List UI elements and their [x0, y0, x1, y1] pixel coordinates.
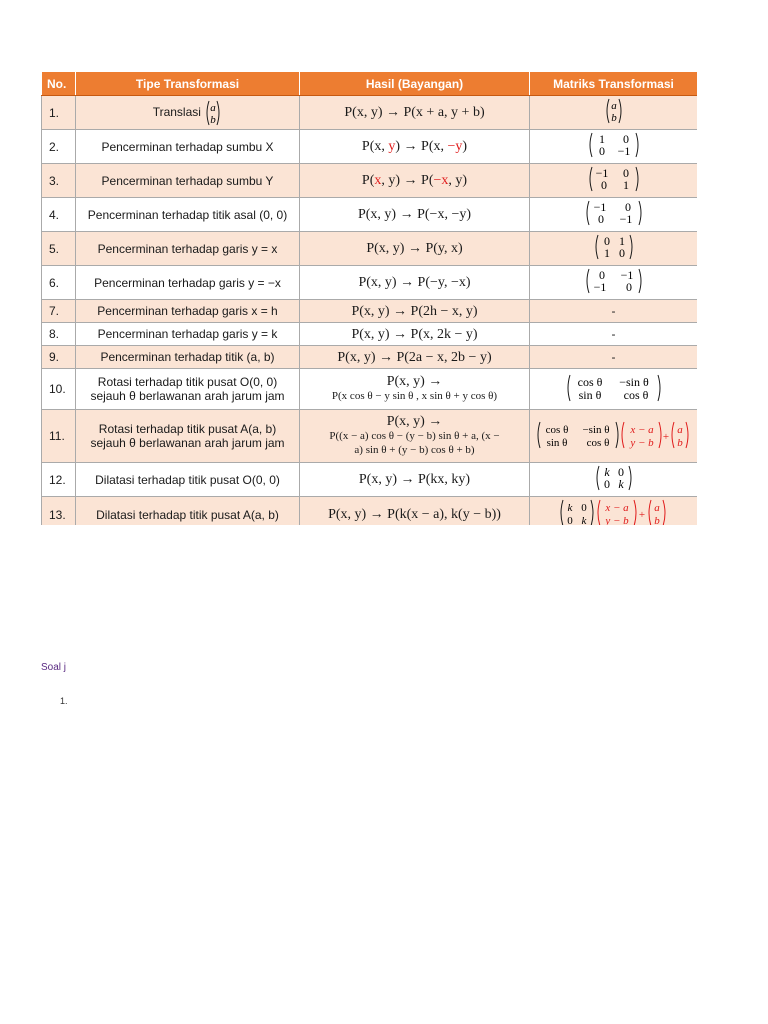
row-result: P(x, y) → P(x + a, y + b)	[300, 96, 530, 130]
row-result: P(x, y) → P(−y, −x)	[300, 266, 530, 300]
translation-vector	[204, 99, 222, 127]
svg-text:k: k	[617, 477, 624, 491]
row-type: Pencerminan terhadap sumbu Y	[76, 164, 300, 198]
matrix-reflect-y-eq-x	[592, 233, 636, 261]
row-type-label: Translasi	[152, 104, 201, 119]
svg-text:−sin θ: −sin θ	[618, 374, 649, 389]
table-row	[42, 266, 698, 300]
row-number: 3.	[42, 164, 76, 198]
svg-text:−1: −1	[593, 200, 606, 214]
matrix-reflect-y	[586, 165, 642, 193]
svg-text:0: 0	[598, 144, 605, 158]
row-type: Pencerminan terhadap sumbu X	[76, 130, 300, 164]
table-row	[42, 198, 698, 232]
svg-text:cos θ: cos θ	[577, 374, 602, 389]
row-result: P(x, y) → P(y, x)	[300, 232, 530, 266]
row-matrix	[530, 463, 698, 497]
table-row	[42, 300, 698, 323]
svg-text:1: 1	[622, 178, 629, 192]
svg-text:0: 0	[603, 234, 610, 248]
row-type	[76, 96, 300, 130]
matrix-reflect-x	[586, 131, 642, 159]
row-result: P(x, y) → P(x cos θ − y sin θ , x sin θ + y cos θ)	[300, 369, 530, 410]
row-matrix: -	[530, 300, 698, 323]
matrix-rotation-origin	[564, 373, 664, 403]
matrix-reflect-y-eq-neg-x	[583, 267, 645, 295]
svg-text:1: 1	[603, 246, 610, 260]
row-matrix	[530, 232, 698, 266]
row-type: Pencerminan terhadap titik (a, b)	[76, 346, 300, 369]
table-row	[42, 96, 698, 130]
table-row	[42, 369, 698, 410]
table-row	[42, 130, 698, 164]
row-number: 9.	[42, 346, 76, 369]
svg-text:−sin θ: −sin θ	[581, 423, 610, 436]
row-result: P(x, y) → P(kx, ky)	[300, 463, 530, 497]
row-matrix	[530, 198, 698, 232]
row-matrix	[530, 164, 698, 198]
svg-text:sin θ: sin θ	[578, 387, 601, 402]
svg-text:1: 1	[598, 132, 605, 146]
matrix-a-b	[603, 97, 625, 125]
svg-text:+: +	[638, 509, 645, 521]
svg-text:y − b: y − b	[629, 436, 654, 449]
svg-text:b: b	[210, 113, 217, 126]
row-number: 13.	[42, 497, 76, 526]
row-result: P(x, y) → P(k(x − a), k(y − b))	[300, 497, 530, 526]
svg-text:0: 0	[597, 212, 604, 226]
row-number: 8.	[42, 323, 76, 346]
svg-text:−1: −1	[595, 166, 608, 180]
svg-text:0: 0	[618, 246, 625, 260]
row-matrix	[530, 497, 698, 526]
row-number: 7.	[42, 300, 76, 323]
svg-text:a: a	[210, 101, 217, 114]
table-row	[42, 323, 698, 346]
svg-text:−1: −1	[593, 280, 606, 294]
row-result: P(x, y) → P(−x, y)	[300, 164, 530, 198]
svg-text:b: b	[653, 515, 660, 525]
transformation-table	[41, 71, 697, 525]
row-matrix	[530, 130, 698, 164]
row-type: Pencerminan terhadap titik asal (0, 0)	[76, 198, 300, 232]
matrix-reflect-origin	[583, 199, 645, 227]
row-matrix	[530, 266, 698, 300]
row-result: P(x, y) → P(x, 2k − y)	[300, 323, 530, 346]
svg-text:a: a	[676, 423, 683, 436]
svg-text:b: b	[676, 436, 683, 449]
row-number: 6.	[42, 266, 76, 300]
row-number: 1.	[42, 96, 76, 130]
row-number: 2.	[42, 130, 76, 164]
svg-text:0: 0	[580, 502, 587, 514]
row-type: Rotasi terhadap titik pusat O(0, 0) sejauh θ berlawanan arah jarum jam	[76, 369, 300, 410]
matrix-dilation-origin	[593, 464, 635, 492]
row-matrix	[530, 96, 698, 130]
row-result: P(x, y) → P(−x, −y)	[300, 198, 530, 232]
svg-text:cos θ: cos θ	[586, 436, 609, 449]
row-number: 10.	[42, 369, 76, 410]
svg-text:cos θ: cos θ	[623, 387, 648, 402]
svg-text:0: 0	[598, 268, 605, 282]
svg-text:sin θ: sin θ	[546, 436, 567, 449]
svg-text:b: b	[610, 112, 617, 124]
row-type: Rotasi terhadap titik pusat A(a, b) sejauh θ berlawanan arah jarum jam	[76, 410, 300, 463]
svg-text:cos θ: cos θ	[545, 423, 568, 436]
row-number: 11.	[42, 410, 76, 463]
svg-text:0: 0	[600, 178, 607, 192]
table-row	[42, 497, 698, 526]
matrix-dilation-point	[558, 498, 670, 525]
row-result: P(x, y) → P(2h − x, y)	[300, 300, 530, 323]
row-type: Pencerminan terhadap garis y = x	[76, 232, 300, 266]
svg-text:+: +	[662, 430, 669, 443]
soal-heading: Soal j	[41, 662, 67, 673]
row-type: Pencerminan terhadap garis y = −x	[76, 266, 300, 300]
list-item-number: 1.	[60, 696, 68, 706]
row-result: P(x, y) → P(2a − x, 2b − y)	[300, 346, 530, 369]
svg-text:0: 0	[624, 200, 631, 214]
transformation-table-container	[41, 71, 697, 525]
svg-text:k: k	[567, 502, 572, 514]
svg-text:0: 0	[603, 477, 610, 491]
row-number: 12.	[42, 463, 76, 497]
row-result: P(x, y) → P(x, −y)	[300, 130, 530, 164]
svg-text:0: 0	[617, 465, 624, 479]
svg-text:k: k	[581, 515, 586, 525]
row-result: P(x, y) → P((x − a) cos θ − (y − b) sin θ + a, (x − a) sin θ + (y − b) cos θ + b)	[300, 410, 530, 463]
row-type: Dilatasi terhadap titik pusat O(0, 0)	[76, 463, 300, 497]
svg-text:x − a: x − a	[604, 502, 629, 514]
row-number: 4.	[42, 198, 76, 232]
table-row	[42, 232, 698, 266]
svg-text:−1: −1	[617, 144, 630, 158]
row-number: 5.	[42, 232, 76, 266]
svg-text:a: a	[610, 100, 617, 112]
svg-text:0: 0	[566, 515, 573, 525]
table-row	[42, 410, 698, 463]
row-type: Dilatasi terhadap titik pusat A(a, b)	[76, 497, 300, 526]
row-matrix: -	[530, 346, 698, 369]
svg-text:−1: −1	[620, 268, 633, 282]
svg-text:0: 0	[622, 166, 629, 180]
svg-text:a: a	[653, 502, 660, 514]
row-matrix: -	[530, 323, 698, 346]
table-row	[42, 346, 698, 369]
table-header-row	[42, 72, 698, 96]
header-no: No.	[42, 72, 76, 96]
header-type: Tipe Transformasi	[76, 72, 300, 96]
svg-text:y − b: y − b	[604, 515, 629, 525]
svg-text:x − a: x − a	[629, 423, 654, 436]
header-result: Hasil (Bayangan)	[300, 72, 530, 96]
table-row	[42, 463, 698, 497]
header-matrix: Matriks Transformasi	[530, 72, 698, 96]
matrix-rotation-point	[536, 420, 692, 450]
svg-text:0: 0	[625, 280, 632, 294]
svg-text:k: k	[603, 465, 610, 479]
svg-text:1: 1	[618, 234, 625, 248]
row-matrix	[530, 410, 698, 463]
row-type: Pencerminan terhadap garis y = k	[76, 323, 300, 346]
row-matrix	[530, 369, 698, 410]
row-type: Pencerminan terhadap garis x = h	[76, 300, 300, 323]
table-row	[42, 164, 698, 198]
svg-text:0: 0	[622, 132, 629, 146]
svg-text:−1: −1	[619, 212, 632, 226]
